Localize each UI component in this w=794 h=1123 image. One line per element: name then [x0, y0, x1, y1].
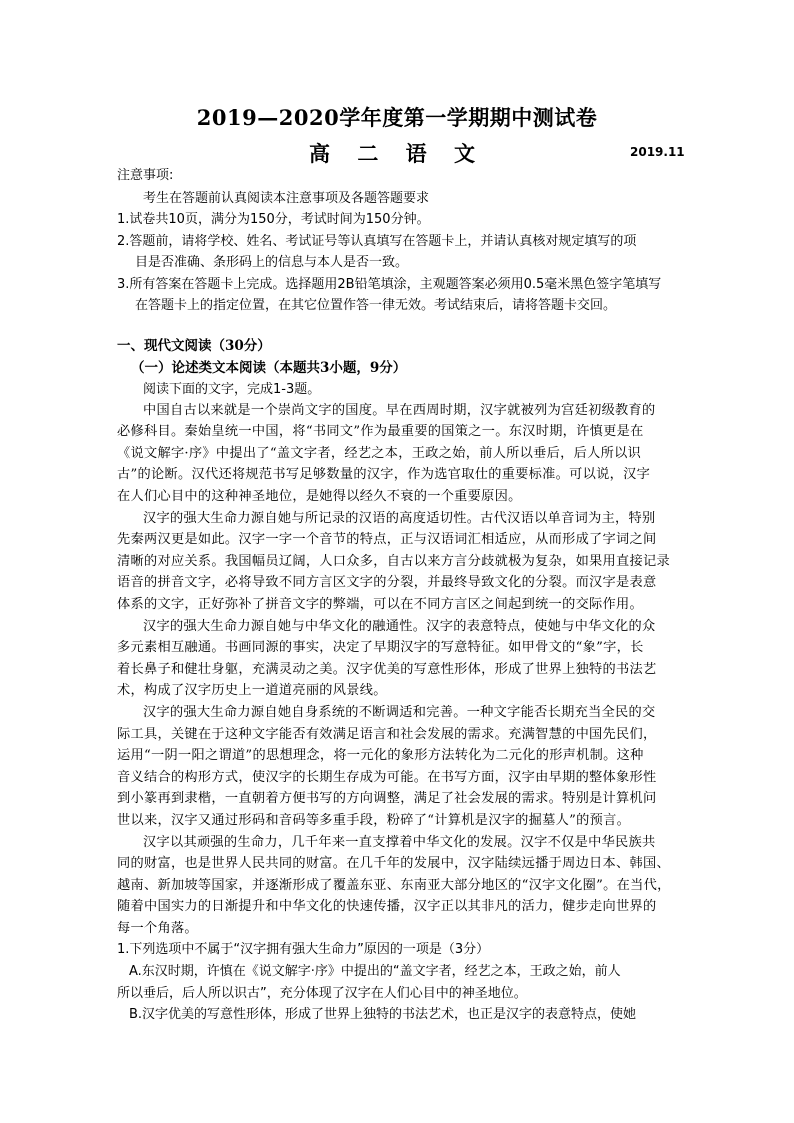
notice-item-1: 1.试卷共10页，满分为150分，考试时间为150分钟。	[117, 212, 430, 227]
passage-line: 先秦两汉更是如此。汉字一字一个音节的特点，正与汉语词汇相适应，从而形成了字词之间	[117, 532, 657, 547]
notice-item-2-line-2: 目是否准确、条形码上的信息与本人是否一致。	[135, 255, 409, 270]
subject-title: 高 二 语 文	[309, 141, 485, 166]
exam-title: 2019—2020学年度第一学期期中测试卷	[196, 105, 598, 130]
passage-line: 在人们心目中的这种神圣地位，是她得以经久不衰的一个重要原因。	[117, 489, 522, 504]
passage-line: 中国自古以来就是一个崇尚文字的国度。早在西周时期，汉字就被列为宫廷初级教育的	[143, 403, 656, 418]
passage-line: 汉字以其顽强的生命力，几千年来一直支撑着中华文化的发展。汉字不仅是中华民族共	[143, 835, 656, 850]
passage-line: 世以来，汉字又通过形码和音码等多重手段，粉碎了“计算机是汉字的掘墓人”的预言。	[117, 813, 631, 828]
passage-line: 多元素相互融通。书画同源的事实，决定了早期汉字的写意特征。如甲骨文的“象”字，长	[117, 640, 644, 655]
passage-line: 随着中国实力的日渐提升和中华文化的快速传播，汉字正以其非凡的活力，健步走向世界的	[117, 899, 657, 914]
passage-line: 同的财富，也是世界人民共同的财富。在几千年的发展中，汉字陆续远播于周边日本、韩国、	[117, 856, 670, 871]
passage-line: 际工具，关键在于这种文字能否有效满足语言和社会发展的需求。充满智慧的中国先民们，	[117, 727, 657, 742]
passage-line: 越南、新加坡等国家，并逐渐形成了覆盖东亚、东南亚大部分地区的“汉字文化圈”。在当代，	[117, 878, 671, 893]
exam-date: 2019.11	[630, 145, 685, 159]
passage-line: 清晰的对应关系。我国幅员辽阔，人口众多，自古以来方言分歧就极为复杂，如果用直接记录	[117, 554, 670, 569]
passage-line: 到小篆再到隶楷，一直朝着方便书写的方向调整，满足了社会发展的需求。特别是计算机问	[117, 791, 657, 806]
reading-instruction: 阅读下面的文字，完成1-3题。	[143, 382, 321, 397]
passage-line: 着长鼻子和健壮身躯，充满灵动之美。汉字优美的写意性形体，形成了世界上独特的书法艺	[117, 662, 657, 677]
passage-line: 音义结合的构形方式，使汉字的长期生存成为可能。在书写方面，汉字由早期的整体象形性	[117, 770, 657, 785]
passage-line: 必修科目。秦始皇统一中国，将“书同文”作为最重要的国策之一。东汉时期，许慎更是在	[117, 424, 644, 439]
notice-intro: 考生在答题前认真阅读本注意事项及各题答题要求	[143, 191, 430, 206]
passage-line: 体系的文字，正好弥补了拼音文字的弊端，可以在不同方言区之间起到统一的交际作用。	[117, 597, 644, 612]
notice-item-3-line-1: 3.所有答案在答题卡上完成。选择题用2B铅笔填涂，主观题答案必须用0.5毫米黑色签字笔填写	[117, 277, 662, 292]
notice-heading: 注意事项:	[117, 168, 174, 183]
question-1-stem: 1.下列选项中不属于“汉字拥有强大生命力”原因的一项是（3分）	[117, 942, 490, 957]
passage-line: 汉字的强大生命力源自她自身系统的不断调适和完善。一种文字能否长期充当全民的交	[143, 705, 656, 720]
question-1-option-b-line-1: B.汉字优美的写意性形体，形成了世界上独特的书法艺术，也正是汉字的表意特点，使她	[129, 1007, 637, 1022]
passage-line: 每一个角落。	[117, 921, 198, 936]
subsection-heading: （一）论述类文本阅读（本题共3小题，9分）	[131, 360, 407, 376]
passage-line: 古”的论断。汉代还将规范书写足够数量的汉字，作为选官取仕的重要标准。可以说，汉字	[117, 467, 651, 482]
passage-line: 汉字的强大生命力源自她与所记录的汉语的高度适切性。古代汉语以单音词为主，特别	[143, 511, 656, 526]
passage-line: 汉字的强大生命力源自她与中华文化的融通性。汉字的表意特点，使她与中华文化的众	[143, 619, 656, 634]
passage-line: 语音的拼音文字，必将导致不同方言区文字的分裂，并最终导致文化的分裂。而汉字是表意	[117, 575, 657, 590]
passage-line: 《说文解字·序》中提出了“盖文字者，经艺之本，王政之始，前人所以垂后，后人所以识	[117, 446, 642, 461]
passage-line: 术，构成了汉字历史上一道道亮丽的风景线。	[117, 683, 387, 698]
notice-item-3-line-2: 在答题卡上的指定位置，在其它位置作答一律无效。考试结束后，请将答题卡交回。	[135, 298, 617, 313]
section-heading: 一、现代文阅读（30分）	[117, 338, 271, 354]
notice-item-2-line-1: 2.答题前，请将学校、姓名、考试证号等认真填写在答题卡上，并请认真核对规定填写的项	[117, 234, 637, 249]
question-1-option-a-line-2: 所以垂后，后人所以识古”，充分体现了汉字在人们心目中的神圣地位。	[117, 986, 527, 1001]
question-1-option-a-line-1: A.东汉时期，许慎在《说文解字·序》中提出的“盖文字者，经艺之本，王政之始，前人	[129, 964, 621, 979]
passage-line: 运用“一阴一阳之谓道”的思想理念，将一元化的象形方法转化为二元化的形声机制。这种	[117, 748, 644, 763]
